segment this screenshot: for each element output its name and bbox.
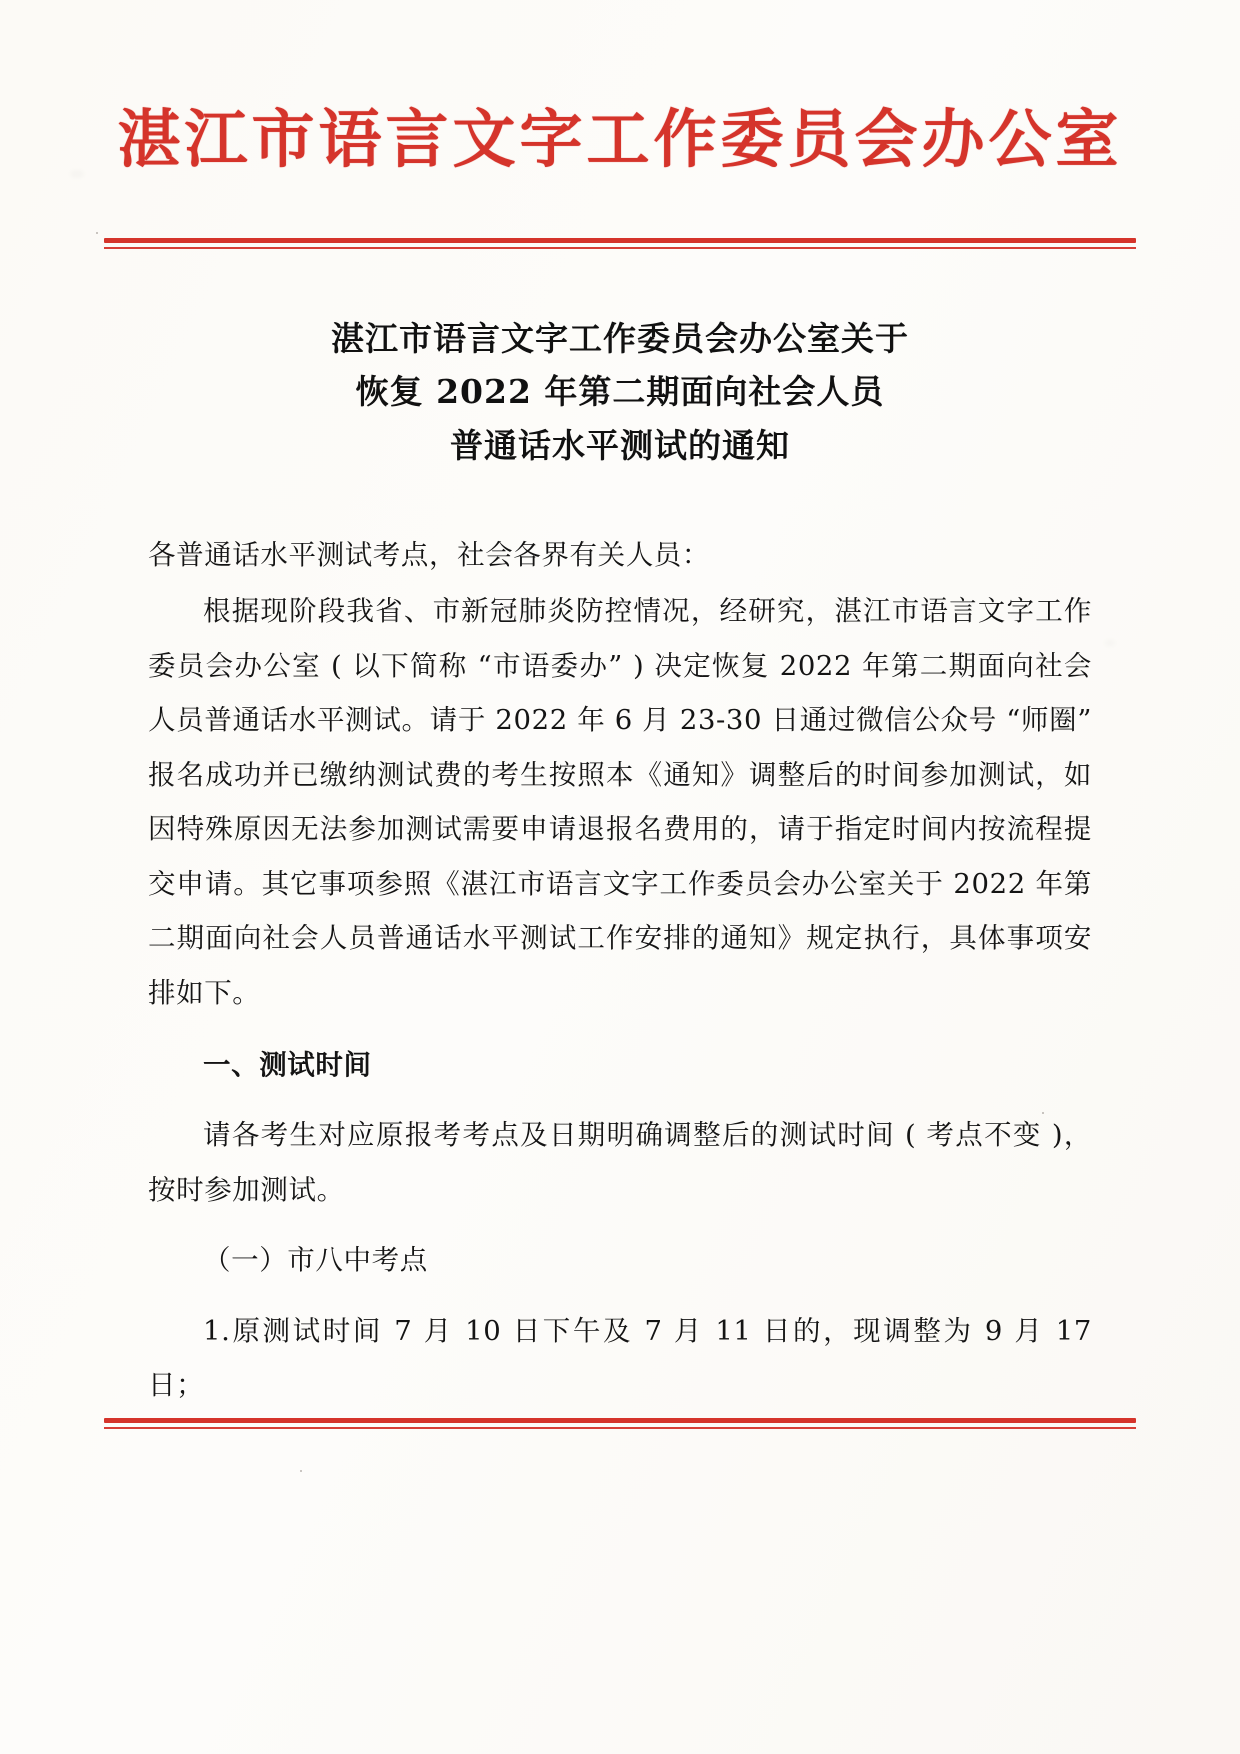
document-title-line-1: 湛江市语言文字工作委员会办公室关于	[331, 319, 909, 358]
salutation: 各普通话水平测试考点，社会各界有关人员：	[148, 539, 710, 571]
scan-artifact	[1105, 640, 1115, 646]
header-divider-top	[104, 238, 1136, 249]
footer-divider-bottom	[104, 1418, 1136, 1429]
section-heading-1: 一、测试时间	[203, 1048, 372, 1081]
divider-thin-line	[104, 247, 1136, 249]
letterhead	[0, 102, 1240, 176]
section-1-paragraph: 请各考生对应原报考考点及日期明确调整后的测试时间 ( 考点不变 )，按时参加测试。	[148, 1119, 1092, 1206]
divider-thick-line	[104, 238, 1136, 243]
divider-thin-line	[104, 1427, 1136, 1429]
scan-speck	[300, 1470, 302, 1472]
document-title-line-3: 普通话水平测试的通知	[450, 425, 790, 465]
divider-thick-line	[104, 1418, 1136, 1423]
document-title-line-2: 恢复 2022 年第二期面向社会人员	[355, 372, 885, 412]
document-body	[148, 528, 1092, 1413]
scan-speck	[96, 232, 98, 234]
body-paragraph-1: 根据现阶段我省、市新冠肺炎防控情况，经研究，湛江市语言文字工作委员会办公室 ( 以下简称 “市语委办” ) 决定恢复 2022 年第二期面向社会人员普通话水平测试。请于 2022 年 6 月 23-30 日通过微信公众号 “师圈” 报名成功并已缴纳测试费的考生按照本《通知》调整后的时间参加测试，如因特殊原因无法参加测试需要申请退报名费用的，请于指定时间内按流程提交申请。其它事项参照《湛江市语言文字工作委员会办公室关于 2022 年第二期面向社会人员普通话水平测试工作安排的通知》规定执行，具体事项安排如下。	[148, 595, 1092, 1009]
document-title	[150, 312, 1090, 472]
letterhead-title: 湛江市语言文字工作委员会办公室	[117, 102, 1123, 176]
list-item-1: 1.原测试时间 7 月 10 日下午及 7 月 11 日的，现调整为 9 月 17 日；	[148, 1314, 1092, 1402]
subsection-1-heading: （一）市八中考点	[203, 1244, 428, 1277]
scan-artifact	[70, 170, 84, 178]
